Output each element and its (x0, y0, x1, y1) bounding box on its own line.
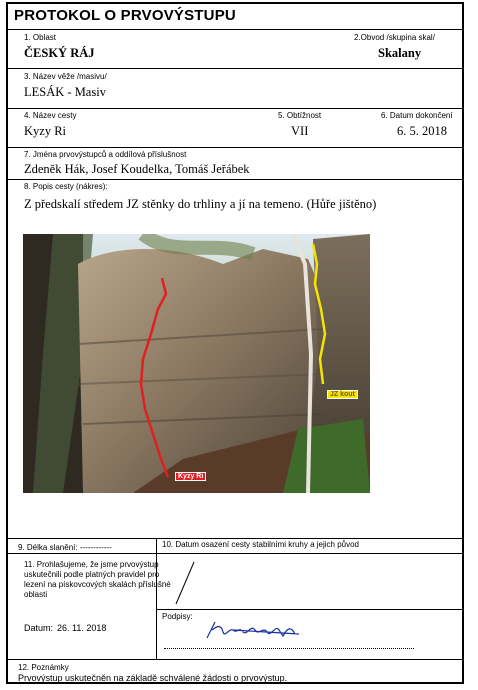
completion-date-label: 6. Datum dokončení (381, 111, 453, 120)
field-10-strike-line (168, 556, 208, 608)
signature-date-value: 26. 11. 2018 (57, 623, 107, 633)
first-ascentionists-label: 7. Jména prvovýstupců a oddílová příslušnost (24, 150, 187, 159)
signature-date-label: Datum: (24, 623, 54, 633)
divider (8, 659, 462, 660)
tower-label: 3. Název věže /masivu/ (24, 72, 107, 81)
district-value: Skalany (378, 46, 422, 60)
notes-label: 12. Poznámky (18, 663, 69, 672)
signature-line (164, 648, 414, 649)
area-label: 1. Oblast (24, 33, 57, 42)
grade-value: VII (291, 124, 309, 138)
route-photo-drawing (23, 234, 370, 493)
divider (156, 609, 462, 610)
divider (8, 147, 462, 148)
route-photo (23, 234, 370, 493)
protocol-form (6, 2, 464, 684)
route-name-label: 4. Název cesty (24, 111, 77, 120)
declaration-text: 11. Prohlašujeme, že jsme prvovýstup uskutečnili podle platných pravidel pro lezení na pískovcových skalách příslušné oblasti (24, 560, 171, 599)
divider (8, 29, 462, 30)
signature-mark (203, 616, 313, 644)
form-title: PROTOKOL O PRVOVÝSTUPU (14, 7, 236, 24)
divider (8, 553, 462, 554)
divider (8, 538, 462, 539)
first-ascentionists-value: Zdeněk Hák, Josef Koudelka, Tomáš Jeřábek (24, 162, 250, 176)
tower-value: LESÁK - Masiv (24, 85, 106, 99)
divider (8, 108, 462, 109)
divider (8, 179, 462, 180)
notes-value: Prvovýstup uskutečněn na základě schválené žádosti o prvovýstup. (18, 673, 288, 683)
district-label: 2.Obvod /skupina skal/ (354, 33, 435, 42)
rappel-length-label: 9. Délka slanění: ------------ (18, 543, 112, 552)
signatures-label: Podpisy: (162, 612, 193, 621)
completion-date-value: 6. 5. 2018 (397, 124, 447, 138)
route-tag-kyzy-ri: Kyzy Ri (175, 472, 206, 481)
grade-label: 5. Obtížnost (278, 111, 322, 120)
route-description-value: Z předskalí středem JZ stěnky do trhliny a jí na temeno. (Hůře jištěno) (24, 197, 377, 211)
divider (8, 68, 462, 69)
area-value: ČESKÝ RÁJ (24, 46, 95, 60)
route-name-value: Kyzy Ri (24, 124, 67, 138)
bolt-date-label: 10. Datum osazení cesty stabilními kruhy a jejich původ (162, 540, 359, 549)
route-description-label: 8. Popis cesty (nákres): (24, 182, 108, 191)
route-tag-jz-kout: JZ kout (327, 390, 358, 399)
